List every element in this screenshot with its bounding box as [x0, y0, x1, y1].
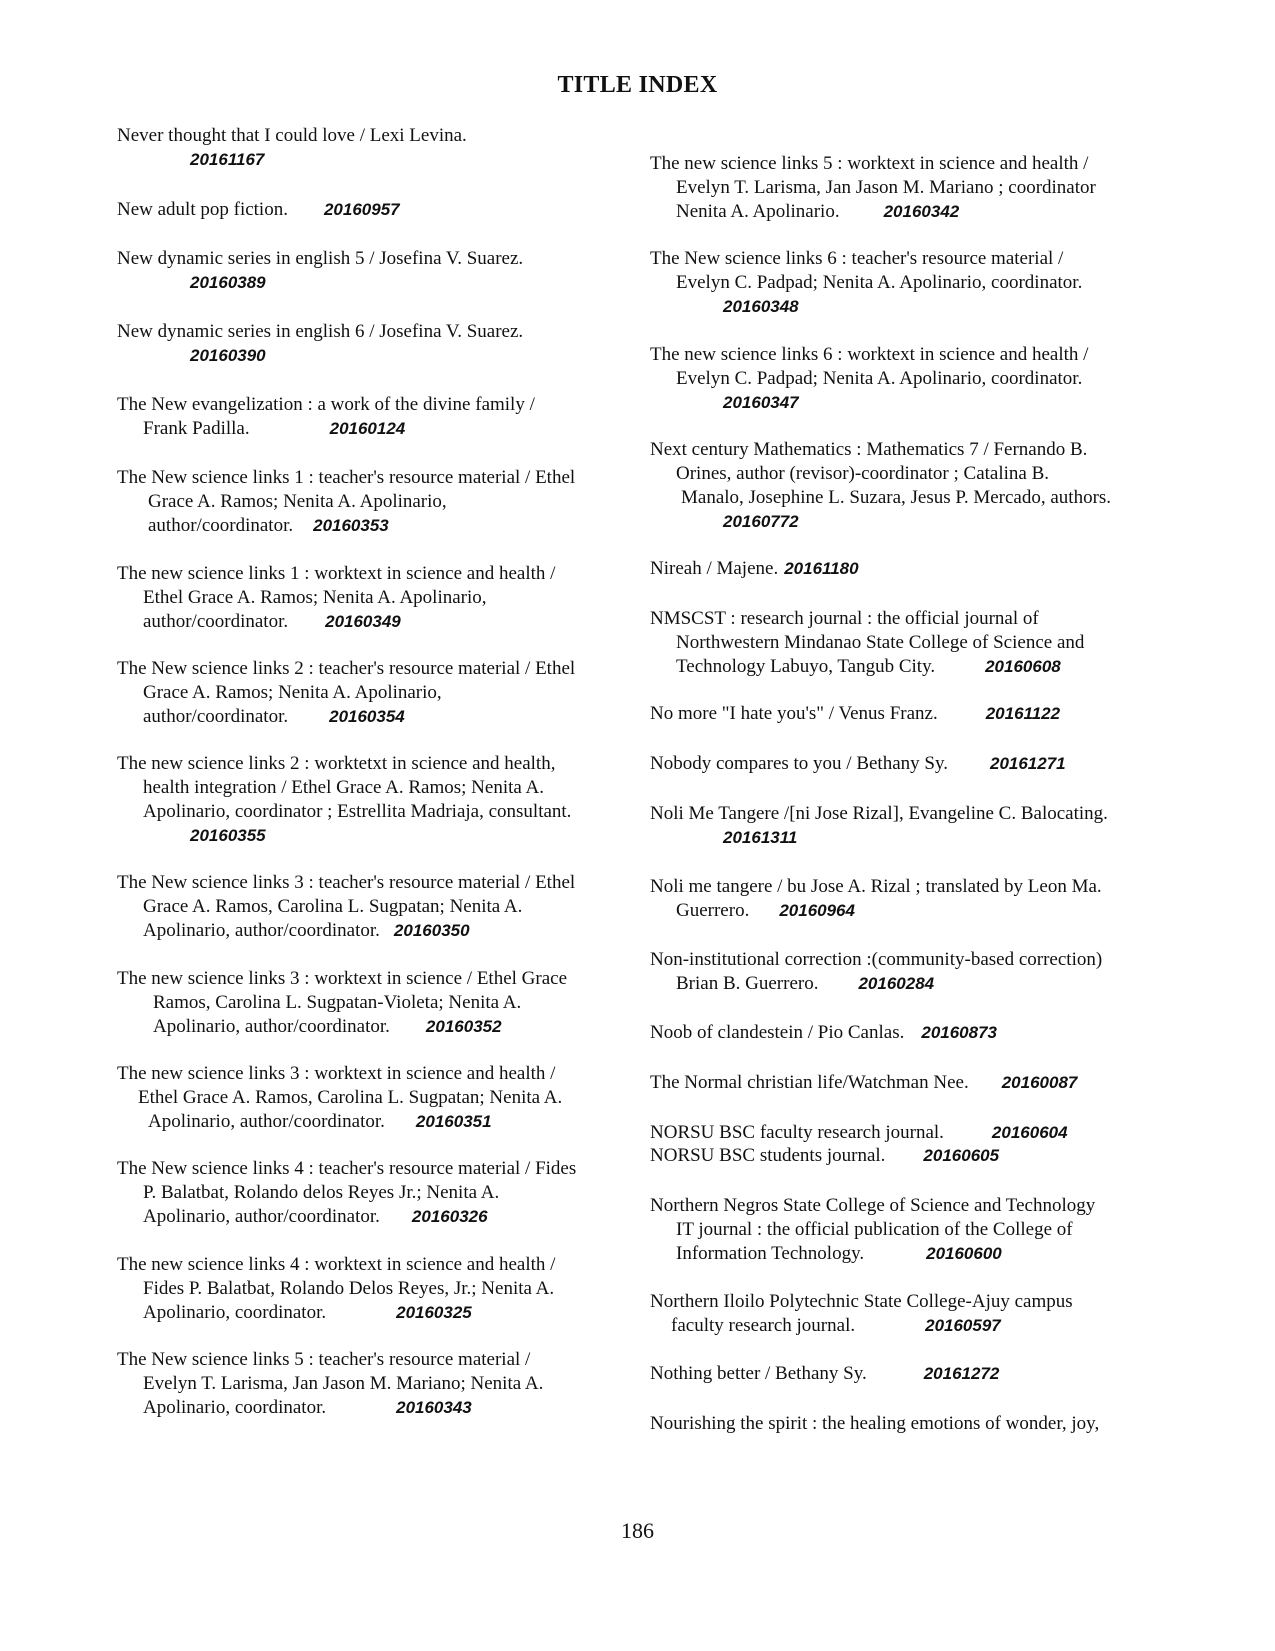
index-entry	[117, 198, 400, 222]
index-entry	[650, 557, 859, 581]
entry-text-line: Frank Padilla. 20160124	[143, 418, 406, 439]
index-entry	[650, 948, 1102, 996]
entry-text-line: Ethel Grace A. Ramos; Nenita A. Apolinario,	[143, 587, 487, 608]
accession-number: 20160964	[779, 901, 855, 920]
entry-text-line: Apolinario, coordinator ; Estrellita Madriaja, consultant.	[143, 801, 572, 822]
index-entry	[650, 152, 1096, 224]
entry-text-line: The new science links 3 : worktext in science and health /	[117, 1063, 556, 1084]
accession-number: 20160608	[985, 657, 1061, 676]
entry-text-line: The New science links 2 : teacher's resource material / Ethel	[117, 658, 576, 679]
entry-text-line: Grace A. Ramos; Nenita A. Apolinario,	[148, 491, 447, 512]
entry-text-line: The new science links 5 : worktext in science and health /	[650, 153, 1089, 174]
index-entry	[650, 438, 1111, 534]
entry-text-line: Grace A. Ramos; Nenita A. Apolinario,	[143, 682, 442, 703]
accession-number: 20160349	[325, 612, 401, 631]
entry-text-line: Nourishing the spirit : the healing emotions of wonder, joy,	[650, 1413, 1100, 1434]
entry-text-line: Non-institutional correction :(community-based correction)	[650, 949, 1103, 970]
entry-text-line: Technology Labuyo, Tangub City. 20160608	[676, 656, 1061, 677]
index-entry	[650, 1144, 999, 1168]
accession-number: 20160352	[425, 1017, 502, 1036]
entry-text-line: The New evangelization : a work of the divine family /	[117, 394, 535, 415]
entry-text-line: NORSU BSC faculty research journal. 20160604	[650, 1122, 1068, 1143]
accession-number: 20160325	[396, 1303, 472, 1322]
entry-text-line: Orines, author (revisor)-coordinator ; Catalina B.	[676, 463, 1050, 484]
entry-text-line: The new science links 1 : worktext in science and health /	[117, 563, 556, 584]
index-entry	[117, 562, 555, 634]
entry-text-line: NORSU BSC students journal. 20160605	[650, 1145, 1000, 1166]
index-entry	[650, 1071, 1077, 1095]
entry-text-line: Apolinario, author/coordinator. 20160350	[143, 920, 470, 941]
entry-text-line: The New science links 4 : teacher's resource material / Fides	[117, 1158, 577, 1179]
accession-number: 20160342	[883, 202, 960, 221]
index-entry	[117, 247, 523, 295]
entry-text-line: Information Technology. 20160600	[676, 1243, 1002, 1264]
accession-number: 20161180	[784, 559, 859, 578]
entry-text-line: Grace A. Ramos, Carolina L. Sugpatan; Nenita A.	[143, 896, 523, 917]
accession-number: 20160355	[190, 826, 266, 845]
entry-text-line: New dynamic series in english 5 / Josefina V. Suarez.	[117, 248, 524, 269]
entry-text-line: Northwestern Mindanao State College of Science and	[676, 632, 1085, 653]
entry-text-line: Guerrero. 20160964	[676, 900, 855, 921]
accession-number: 20160873	[921, 1023, 997, 1042]
accession-number: 20160087	[1001, 1073, 1078, 1092]
entry-text-line: The New science links 5 : teacher's resource material /	[117, 1349, 531, 1370]
entry-text-line: Evelyn C. Padpad; Nenita A. Apolinario, coordinator.	[676, 272, 1083, 293]
entry-text-line: Nenita A. Apolinario. 20160342	[676, 201, 960, 222]
index-entry	[650, 875, 1102, 923]
entry-text-line: The new science links 6 : worktext in science and health /	[650, 344, 1089, 365]
index-entry	[117, 393, 535, 441]
accession-number: 20160605	[923, 1146, 1000, 1165]
accession-number: 20160354	[329, 707, 405, 726]
entry-text-line: New adult pop fiction. 20160957	[117, 199, 400, 220]
entry-text-line: Nothing better / Bethany Sy. 20161272	[650, 1363, 1000, 1384]
index-entry	[650, 1021, 997, 1045]
accession-number: 20160351	[415, 1112, 492, 1131]
entry-text-line: Ethel Grace A. Ramos, Carolina L. Sugpatan; Nenita A.	[138, 1087, 563, 1108]
index-entry	[650, 1194, 1095, 1266]
index-entry	[650, 752, 1066, 776]
index-entry	[650, 607, 1084, 679]
entry-text-line: No more "I hate you's" / Venus Franz. 20161122	[650, 703, 1061, 724]
index-entry	[117, 1157, 576, 1229]
accession-number: 20160597	[925, 1316, 1001, 1335]
entry-text-line: Nobody compares to you / Bethany Sy. 20161271	[650, 753, 1066, 774]
entry-text-line: health integration / Ethel Grace A. Ramos; Nenita A.	[143, 777, 545, 798]
index-entry	[117, 752, 571, 848]
index-entry	[117, 124, 467, 172]
entry-text-line: Noob of clandestein / Pio Canlas. 20160873	[650, 1022, 997, 1043]
entry-text-line: author/coordinator. 20160353	[148, 515, 389, 536]
entry-text-line: P. Balatbat, Rolando delos Reyes Jr.; Nenita A.	[143, 1182, 500, 1203]
entry-text-line: New dynamic series in english 6 / Josefina V. Suarez.	[117, 321, 524, 342]
entry-text-line: Noli Me Tangere /[ni Jose Rizal], Evangeline C. Balocating.	[650, 803, 1108, 824]
accession-number: 20160347	[723, 393, 799, 412]
entry-text-line: faculty research journal. 20160597	[671, 1315, 1001, 1336]
entry-text-line: Apolinario, author/coordinator. 20160351	[148, 1111, 492, 1132]
entry-text-line: Northern Negros State College of Science and Technology	[650, 1195, 1096, 1216]
accession-number: 20160390	[190, 346, 266, 365]
index-entry	[117, 1253, 555, 1325]
entry-text-line: Northern Iloilo Polytechnic State College-Ajuy campus	[650, 1291, 1073, 1312]
accession-number: 20160124	[329, 419, 406, 438]
entry-text-line: Apolinario, coordinator. 20160325	[143, 1302, 472, 1323]
entry-text-line: Ramos, Carolina L. Sugpatan-Violeta; Nenita A.	[153, 992, 522, 1013]
index-entry	[650, 1362, 999, 1386]
index-entry	[650, 247, 1082, 319]
entry-text-line: Next century Mathematics : Mathematics 7 / Fernando B.	[650, 439, 1088, 460]
page-number: 186	[621, 1518, 654, 1543]
accession-number: 20160957	[323, 200, 400, 219]
entry-text-line: The New science links 1 : teacher's resource material / Ethel	[117, 467, 576, 488]
entry-text-line: The new science links 2 : worktetxt in science and health,	[117, 753, 556, 774]
index-entry	[650, 343, 1088, 415]
index-entry	[650, 702, 1060, 726]
index-entry	[117, 657, 575, 729]
accession-number: 20161272	[923, 1364, 1000, 1383]
accession-number: 20161167	[190, 150, 265, 169]
entry-text-line: Never thought that I could love / Lexi Levina.	[117, 125, 467, 146]
accession-number: 20161122	[985, 704, 1061, 723]
index-entry	[117, 1348, 543, 1420]
accession-number: 20160772	[723, 512, 799, 531]
index-entry	[650, 1412, 1099, 1436]
index-entry	[117, 320, 523, 368]
accession-number: 20161271	[989, 754, 1066, 773]
index-entry	[117, 871, 575, 943]
index-entry	[650, 1121, 1068, 1145]
accession-number: 20160284	[858, 974, 935, 993]
entry-text-line: Evelyn T. Larisma, Jan Jason M. Mariano; Nenita A.	[143, 1373, 544, 1394]
entry-text-line: Fides P. Balatbat, Rolando Delos Reyes, Jr.; Nenita A.	[143, 1278, 555, 1299]
entry-text-line: Apolinario, coordinator. 20160343	[143, 1397, 472, 1418]
entry-text-line: The new science links 4 : worktext in science and health /	[117, 1254, 556, 1275]
entry-text-line: NMSCST : research journal : the official journal of	[650, 608, 1039, 629]
entry-text-line: The New science links 3 : teacher's resource material / Ethel	[117, 872, 576, 893]
entry-text-line: The Normal christian life/Watchman Nee. 20160087	[650, 1072, 1078, 1093]
accession-number: 20160600	[926, 1244, 1002, 1263]
index-entry	[117, 1062, 562, 1134]
entry-text-line: Evelyn T. Larisma, Jan Jason M. Mariano ; coordinator	[676, 177, 1096, 198]
entry-text-line: IT journal : the official publication of the College of	[676, 1219, 1073, 1240]
page-title: TITLE INDEX	[557, 72, 718, 98]
entry-text-line: Brian B. Guerrero. 20160284	[676, 973, 935, 994]
entry-text-line: Evelyn C. Padpad; Nenita A. Apolinario, coordinator.	[676, 368, 1083, 389]
accession-number: 20160389	[190, 273, 266, 292]
accession-number: 20160353	[313, 516, 389, 535]
entry-text-line: The new science links 3 : worktext in science / Ethel Grace	[117, 968, 568, 989]
accession-number: 20160604	[991, 1123, 1068, 1142]
index-entry	[117, 466, 575, 538]
accession-number: 20161311	[723, 828, 798, 847]
entry-text-line: author/coordinator. 20160349	[143, 611, 401, 632]
entry-text-line: Apolinario, author/coordinator. 20160352	[153, 1016, 502, 1037]
accession-number: 20160350	[393, 921, 470, 940]
entry-text-line: author/coordinator. 20160354	[143, 706, 405, 727]
entry-text-line: The New science links 6 : teacher's resource material /	[650, 248, 1064, 269]
accession-number: 20160348	[723, 297, 799, 316]
index-entry	[117, 967, 567, 1039]
accession-number: 20160343	[396, 1398, 472, 1417]
entry-text-line: Nireah / Majene. 20161180	[650, 558, 859, 579]
entry-text-line: Apolinario, author/coordinator. 20160326	[143, 1206, 488, 1227]
index-entry	[650, 802, 1108, 850]
entry-text-line: Manalo, Josephine L. Suzara, Jesus P. Mercado, authors.	[681, 487, 1112, 508]
entry-text-line: Noli me tangere / bu Jose A. Rizal ; translated by Leon Ma.	[650, 876, 1102, 897]
accession-number: 20160326	[411, 1207, 488, 1226]
index-entry	[650, 1290, 1073, 1338]
